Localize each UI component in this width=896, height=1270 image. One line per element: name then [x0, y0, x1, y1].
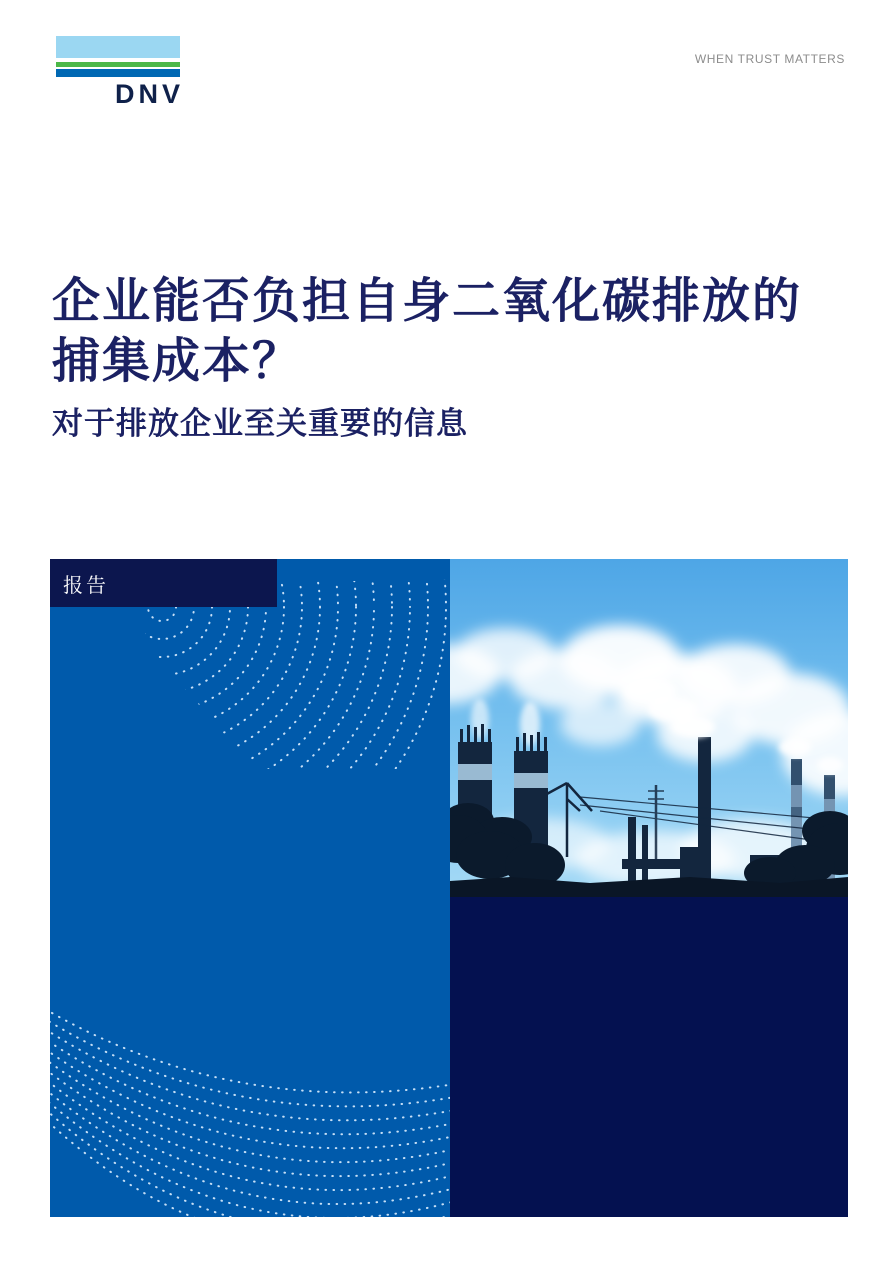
- logo-bar-blue: [56, 69, 180, 77]
- brand-tagline: WHEN TRUST MATTERS: [694, 52, 845, 66]
- logo-bar-lightblue: [56, 36, 180, 58]
- cover-title: [52, 272, 862, 392]
- cover-panel: [50, 559, 848, 1217]
- dot-swirl-pattern: [50, 559, 450, 1217]
- cover-photo-industrial-smokestacks: [450, 559, 848, 897]
- industrial-scene-graphic: [450, 559, 848, 897]
- cover-title-line1: 企业能否负担自身二氧化碳排放的: [52, 275, 803, 328]
- logo-bar-green: [56, 62, 180, 67]
- panel-navy-block: [450, 897, 848, 1217]
- report-type-badge: [50, 559, 277, 607]
- panel-left-blue: [50, 559, 450, 1217]
- cover-subtitle: 对于排放企业至关重要的信息: [52, 406, 468, 441]
- report-type-label: 报告: [63, 574, 109, 597]
- dnv-logo: [56, 36, 184, 109]
- cover-title-line2: 捕集成本？: [52, 335, 303, 388]
- logo-wordmark: DNV: [114, 79, 184, 109]
